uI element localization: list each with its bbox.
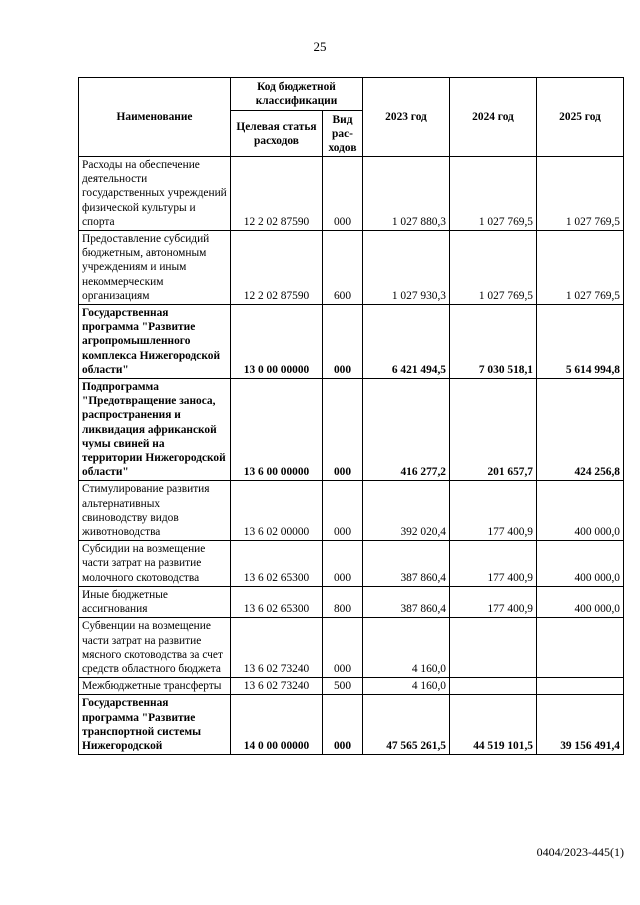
header-code-group: Код бюджетной классификации	[231, 78, 363, 111]
row-value-2024: 177 400,9	[450, 586, 537, 617]
row-value-2024: 177 400,9	[450, 541, 537, 587]
row-value-2023: 1 027 880,3	[363, 157, 450, 231]
row-name: Расходы на обеспечение деятельности государственных учреждений физической культуры и спорта	[79, 157, 231, 231]
header-target-article: Целевая статья расходов	[231, 111, 323, 157]
table-row	[79, 541, 624, 587]
row-value-2025: 424 256,8	[537, 379, 624, 481]
row-value-2023: 6 421 494,5	[363, 305, 450, 379]
row-expense-kind: 000	[323, 618, 363, 678]
row-name: Межбюджетные трансферты	[79, 678, 231, 695]
row-expense-kind: 000	[323, 695, 363, 755]
row-name: Подпрограмма "Предотвращение заноса, распространения и ликвидация африканской чумы свиней на территории Нижегородской области"	[79, 379, 231, 481]
row-value-2023: 392 020,4	[363, 481, 450, 541]
row-value-2025: 39 156 491,4	[537, 695, 624, 755]
header-2025: 2025 год	[537, 78, 624, 157]
row-value-2023: 1 027 930,3	[363, 231, 450, 305]
row-value-2023: 387 860,4	[363, 586, 450, 617]
table-row	[79, 157, 624, 231]
header-expense-kind: Вид рас-ходов	[323, 111, 363, 157]
row-value-2025: 400 000,0	[537, 586, 624, 617]
row-value-2025: 1 027 769,5	[537, 231, 624, 305]
row-value-2023: 4 160,0	[363, 678, 450, 695]
row-value-2024: 44 519 101,5	[450, 695, 537, 755]
row-name: Субвенции на возмещение части затрат на развитие мясного скотоводства за счет средств областного бюджета	[79, 618, 231, 678]
row-target-article: 12 2 02 87590	[231, 231, 323, 305]
row-value-2025	[537, 678, 624, 695]
row-target-article: 12 2 02 87590	[231, 157, 323, 231]
row-value-2025: 5 614 994,8	[537, 305, 624, 379]
budget-table	[78, 77, 624, 755]
row-value-2023: 416 277,2	[363, 379, 450, 481]
document-code: 0404/2023-445(1)	[536, 845, 624, 859]
row-value-2025: 400 000,0	[537, 541, 624, 587]
row-value-2024	[450, 618, 537, 678]
table-row	[79, 695, 624, 755]
table-row	[79, 618, 624, 678]
row-value-2025: 400 000,0	[537, 481, 624, 541]
row-value-2024: 7 030 518,1	[450, 305, 537, 379]
row-expense-kind: 000	[323, 379, 363, 481]
row-expense-kind: 000	[323, 157, 363, 231]
row-value-2024: 1 027 769,5	[450, 157, 537, 231]
row-expense-kind: 000	[323, 305, 363, 379]
row-name: Государственная программа "Развитие транспортной системы Нижегородской	[79, 695, 231, 755]
table-row	[79, 379, 624, 481]
row-value-2023: 47 565 261,5	[363, 695, 450, 755]
header-2023: 2023 год	[363, 78, 450, 157]
row-name: Государственная программа "Развитие агропромышленного комплекса Нижегородской области"	[79, 305, 231, 379]
row-name: Предоставление субсидий бюджетным, автономным учреждениям и иным некоммерческим организациям	[79, 231, 231, 305]
row-target-article: 13 0 00 00000	[231, 305, 323, 379]
row-target-article: 13 6 02 73240	[231, 618, 323, 678]
row-expense-kind: 800	[323, 586, 363, 617]
row-name: Субсидии на возмещение части затрат на развитие молочного скотоводства	[79, 541, 231, 587]
row-name: Иные бюджетные ассигнования	[79, 586, 231, 617]
row-value-2023: 387 860,4	[363, 541, 450, 587]
header-name: Наименование	[79, 78, 231, 157]
table-row	[79, 231, 624, 305]
row-expense-kind: 000	[323, 481, 363, 541]
row-target-article: 13 6 02 65300	[231, 586, 323, 617]
row-value-2025: 1 027 769,5	[537, 157, 624, 231]
row-target-article: 13 6 02 00000	[231, 481, 323, 541]
table-row	[79, 481, 624, 541]
row-target-article: 14 0 00 00000	[231, 695, 323, 755]
row-value-2023: 4 160,0	[363, 618, 450, 678]
row-target-article: 13 6 02 73240	[231, 678, 323, 695]
row-expense-kind: 000	[323, 541, 363, 587]
row-name: Стимулирование развития альтернативных свиноводству видов животноводства	[79, 481, 231, 541]
row-value-2025	[537, 618, 624, 678]
table-row	[79, 305, 624, 379]
row-expense-kind: 600	[323, 231, 363, 305]
row-value-2024	[450, 678, 537, 695]
page-number: 25	[313, 39, 327, 54]
row-expense-kind: 500	[323, 678, 363, 695]
row-target-article: 13 6 02 65300	[231, 541, 323, 587]
row-value-2024: 1 027 769,5	[450, 231, 537, 305]
row-value-2024: 177 400,9	[450, 481, 537, 541]
table-row	[79, 586, 624, 617]
row-value-2024: 201 657,7	[450, 379, 537, 481]
header-2024: 2024 год	[450, 78, 537, 157]
row-target-article: 13 6 00 00000	[231, 379, 323, 481]
table-row	[79, 678, 624, 695]
